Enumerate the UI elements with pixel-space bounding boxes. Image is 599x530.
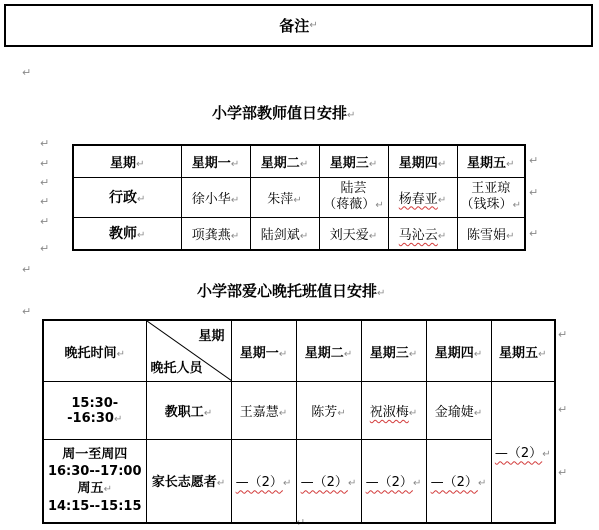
row-label-admin: 行政↵ — [73, 177, 181, 217]
table-cell: 陈芳↵ — [296, 382, 361, 440]
table-cell: —（2）↵ — [426, 440, 491, 523]
diag-bottom-label: 晚托人员 — [150, 361, 203, 376]
para-mark: ↵ — [558, 466, 568, 479]
table-cell: 项龚燕↵ — [181, 217, 250, 250]
table-cell: —（2）↵ — [361, 440, 426, 523]
header-cell: 星期五↵ — [457, 145, 525, 177]
table-cell: 金瑜婕↵ — [426, 382, 491, 440]
header-cell: 星期一↵ — [231, 320, 296, 382]
time-slot-1: 15:30--16:30↵ — [43, 382, 146, 440]
table-cell: 马沁云↵ — [388, 217, 457, 250]
table-cell: 祝淑梅↵ — [361, 382, 426, 440]
table-cell: —（2）↵ — [231, 440, 296, 523]
table2-title: 小学部爱心晚托班值日安排↵ — [197, 282, 386, 300]
para-mark: ↵ — [529, 227, 539, 240]
table-cell: 刘天爱↵ — [319, 217, 388, 250]
table-cell: 朱萍↵ — [250, 177, 319, 217]
header-cell: 星期四↵ — [426, 320, 491, 382]
para-mark: ↵ — [22, 263, 32, 276]
diag-top-label: 星期 — [198, 329, 225, 344]
para-mark: ↵ — [22, 305, 32, 318]
para-mark: ↵ — [22, 66, 32, 79]
para-mark: ↵ — [40, 242, 50, 255]
role-volunteer: 家长志愿者↵ — [146, 440, 231, 523]
time-slot-2: 周一至周四 16:30--17:00 周五↵ 14:15--15:15 — [43, 440, 146, 523]
table-cell: 杨春亚↵ — [388, 177, 457, 217]
para-mark: ↵ — [40, 176, 50, 189]
header-cell: 星期四↵ — [388, 145, 457, 177]
table-cell: 徐小华↵ — [181, 177, 250, 217]
header-cell: 星期一↵ — [181, 145, 250, 177]
table-cell: 陈雪娟↵ — [457, 217, 525, 250]
para-mark: ↵ — [40, 137, 50, 150]
header-cell: 星期↵ — [73, 145, 181, 177]
table-cell: —（2）↵ — [296, 440, 361, 523]
para-mark: ↵ — [40, 215, 50, 228]
para-mark: ↵ — [309, 20, 318, 31]
para-mark: ↵ — [558, 403, 568, 416]
friday-merged-cell: —（2）↵ — [491, 382, 555, 523]
header-cell: 星期三↵ — [319, 145, 388, 177]
header-cell: 星期三↵ — [361, 320, 426, 382]
para-mark: ↵ — [40, 195, 50, 208]
para-mark: ↵ — [40, 157, 50, 170]
table-cell: 陆剑斌↵ — [250, 217, 319, 250]
para-mark: ↵ — [296, 516, 306, 529]
para-mark: ↵ — [529, 154, 539, 167]
col-time-header: 晚托时间↵ — [43, 320, 146, 382]
remark-label: 备注 — [279, 17, 310, 35]
table-cell: 王嘉慧↵ — [231, 382, 296, 440]
teacher-duty-table — [72, 144, 526, 251]
remark-box — [4, 4, 593, 47]
header-cell: 星期二↵ — [250, 145, 319, 177]
para-mark: ↵ — [558, 328, 568, 341]
para-mark: ↵ — [529, 186, 539, 199]
diagonal-header-cell — [146, 320, 231, 382]
header-cell: 星期五↵ — [491, 320, 555, 382]
evening-care-table — [42, 319, 556, 524]
row-label-teacher: 教师↵ — [73, 217, 181, 250]
table-cell: 陆芸 （蒋薇）↵ — [319, 177, 388, 217]
header-cell: 星期二↵ — [296, 320, 361, 382]
role-staff: 教职工↵ — [146, 382, 231, 440]
table-cell: 王亚琼 （钱珠）↵ — [457, 177, 525, 217]
table1-title: 小学部教师值日安排↵ — [212, 104, 356, 122]
